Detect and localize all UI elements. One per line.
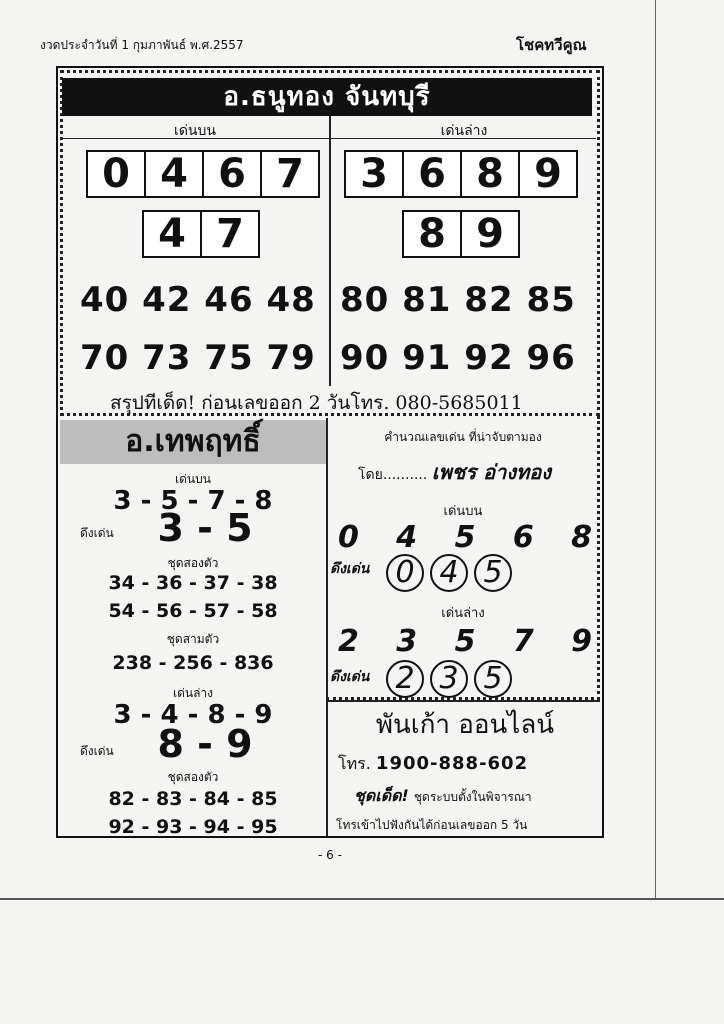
- three-digit-label: ชุดสามตัว: [166, 632, 220, 646]
- ad-phone-line: [338, 752, 528, 777]
- page-edge: [655, 0, 656, 900]
- author-line: [358, 456, 551, 488]
- top-right-row1: 80 81 82 85: [340, 280, 576, 320]
- digit: 6: [512, 520, 534, 555]
- circled-digit: 3: [430, 660, 468, 698]
- top-right-label: เด่นล่าง: [440, 123, 488, 139]
- issue-date: งวดประจำวันที่ 1 กุมภาพันธ์ พ.ศ.2557: [40, 38, 244, 52]
- top-left-digits4: [86, 150, 318, 198]
- digit-box: 8: [402, 210, 462, 258]
- digit: 9: [571, 624, 592, 659]
- digit: 5: [454, 520, 476, 555]
- circled-digit: 0: [386, 554, 424, 592]
- upper-pull: 3 - 5: [157, 506, 253, 550]
- summary-line: สรุปทีเด็ด! ก่อนเลขออก 2 วันโทร. 080-5685011: [110, 392, 523, 414]
- lower-two-label: ชุดสองตัว: [167, 770, 219, 784]
- digit-box: 9: [460, 210, 520, 258]
- digit-box: 8: [460, 150, 520, 198]
- ad-footer: โทรเข้าไปฟังกันได้ก่อนเลขออก 5 วัน: [336, 818, 528, 832]
- digit: 4: [396, 520, 418, 555]
- intro-text: คำนวณเลขเด่น ที่น่าจับตามอง: [384, 430, 542, 444]
- digit-box: 7: [260, 150, 320, 198]
- top-left-row2: 70 73 75 79: [80, 338, 316, 378]
- ad-highlight-line: [354, 784, 532, 809]
- lower-digits-right: [338, 624, 592, 659]
- digit-box: 0: [86, 150, 146, 198]
- top-right-digits2: [402, 210, 518, 258]
- bottom-divider: [326, 418, 328, 836]
- top-right-row2: 90 91 92 96: [340, 338, 576, 378]
- upper-label: เด่นบน: [175, 472, 211, 486]
- upper-two-row1: 34 - 36 - 37 - 38: [108, 572, 278, 594]
- digit-box: 4: [144, 150, 204, 198]
- upper-label-right: เด่นบน: [443, 504, 483, 519]
- top-left-digits2: [142, 210, 258, 258]
- circled-digit: 4: [430, 554, 468, 592]
- digit-box: 4: [142, 210, 202, 258]
- ad-phone: 1900-888-602: [375, 753, 529, 774]
- circled-digit: 5: [474, 554, 512, 592]
- top-left-label: เด่นบน: [174, 123, 216, 139]
- digit: 3: [396, 624, 418, 659]
- ad-phone-prefix: โทร.: [338, 754, 371, 773]
- section-title: อ.เทพฤทธิ์: [60, 420, 326, 464]
- lower-two-row1: 82 - 83 - 84 - 85: [108, 788, 278, 810]
- digit-box: 3: [344, 150, 404, 198]
- top-right-digits4: [344, 150, 576, 198]
- upper-circled: [386, 554, 518, 592]
- top-divider: [329, 116, 331, 386]
- lower-circled: [386, 660, 518, 698]
- upper-digits: 3 - 5 - 7 - 8: [113, 486, 273, 516]
- digit-box: 6: [202, 150, 262, 198]
- three-digit-row: 238 - 256 - 836: [112, 652, 274, 674]
- ad-highlight: ชุดเด็ด!: [354, 786, 409, 805]
- lower-pull: 8 - 9: [157, 722, 253, 766]
- digit: 7: [512, 624, 534, 659]
- digit: 0: [338, 520, 359, 555]
- top-left-row1: 40 42 46 48: [80, 280, 316, 320]
- two-digit-label: ชุดสองตัว: [167, 556, 219, 570]
- ad-top-rule: [328, 700, 600, 702]
- circled-digit: 2: [386, 660, 424, 698]
- pull-label: ดึงเด่น: [80, 526, 114, 540]
- lower-two-row2: 92 - 93 - 94 - 95: [108, 816, 278, 838]
- top-banner: อ.ธนูทอง จันทบุรี: [62, 78, 592, 116]
- pull-label-right: ดึงเด่น: [330, 561, 370, 577]
- ad-title: พันเก้า ออนไลน์: [375, 710, 555, 740]
- lower-pull-label-right: ดึงเด่น: [330, 669, 370, 685]
- page-number: - 6 -: [318, 848, 342, 862]
- author-name: เพชร อ่างทอง: [431, 460, 552, 484]
- page-bottom-rule: [0, 898, 724, 900]
- lower-pull-label: ดึงเด่น: [80, 744, 114, 758]
- digit: 8: [571, 520, 592, 555]
- upper-two-row2: 54 - 56 - 57 - 58: [108, 600, 278, 622]
- digit-box: 6: [402, 150, 462, 198]
- ad-highlight-rest: ชุดระบบตั้งในพิจารณา: [413, 790, 532, 804]
- lower-label: เด่นล่าง: [172, 686, 214, 700]
- digit-box: 7: [200, 210, 260, 258]
- upper-digits-right: [338, 520, 592, 555]
- lower-digits: 3 - 4 - 8 - 9: [113, 700, 273, 730]
- by-prefix: โดย..........: [358, 467, 428, 483]
- lower-label-right: เด่นล่าง: [441, 606, 485, 621]
- digit: 2: [338, 624, 359, 659]
- publication-name: โชคทวีคูณ: [516, 36, 587, 54]
- digit: 5: [454, 624, 476, 659]
- digit-box: 9: [518, 150, 578, 198]
- circled-digit: 5: [474, 660, 512, 698]
